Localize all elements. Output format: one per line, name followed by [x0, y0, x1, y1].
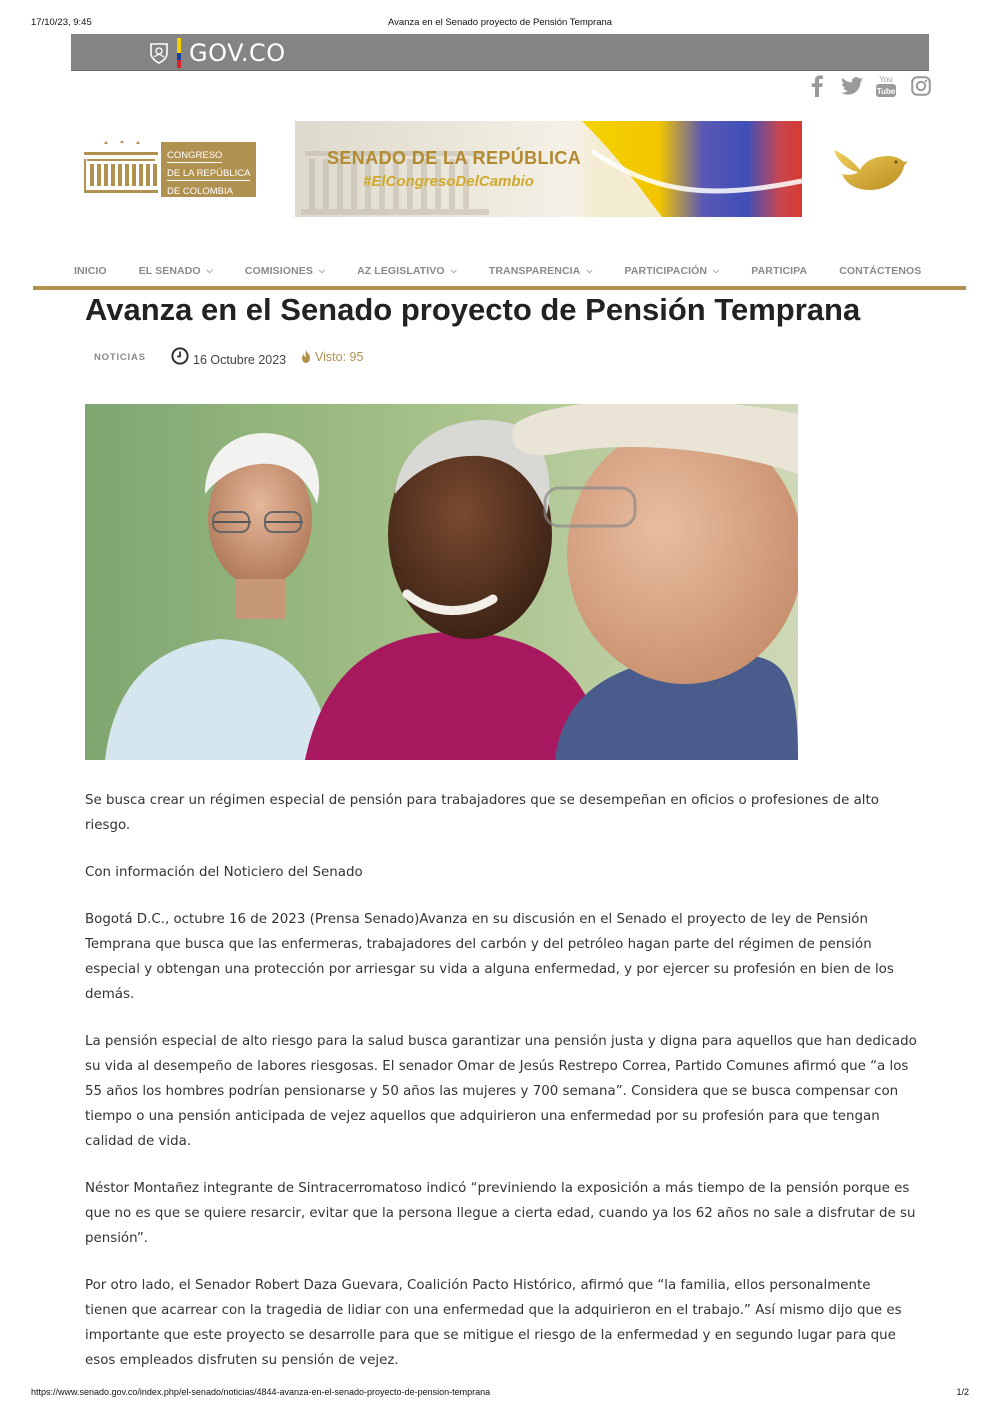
article-paragraph: Se busca crear un régimen especial de pensión para trabajadores que se desempeñan en oficios o profesiones de alto riesgo.: [85, 793, 879, 833]
nav-label: PARTICIPA: [751, 265, 808, 277]
nav-item-el-senado[interactable]: [139, 265, 213, 277]
nav-item-az-legislativo[interactable]: [357, 265, 457, 277]
three-elderly-men-photo: [85, 404, 798, 760]
nav-item-contactenos[interactable]: [839, 265, 921, 277]
gov-co-bar: [71, 34, 929, 71]
nav-item-participa[interactable]: [751, 265, 807, 277]
instagram-icon[interactable]: [910, 75, 932, 97]
youtube-icon[interactable]: [875, 75, 897, 97]
nav-label: COMISIONES: [244, 265, 313, 277]
logo-line-4: SENADO DE LA REPÚBLICA: [167, 199, 234, 205]
clock-icon: [171, 347, 189, 365]
colombia-flag-stripe: [177, 38, 181, 68]
nav-label: AZ LEGISLATIVO: [357, 265, 445, 277]
article-title: Avanza en el Senado proyecto de Pensión Temprana: [85, 292, 861, 327]
senado-banner[interactable]: [295, 121, 802, 217]
chevron-down-icon: ⌵: [206, 266, 213, 275]
nav-item-comisiones[interactable]: [245, 265, 325, 277]
article-paragraph: La pensión especial de alto riesgo para la salud busca garantizar una pensión justa y digna para aquellos que han dedicado su vida al desempeño de labores riesgosas. El senador Omar de Jesús Restrepo Correa, Partido Comunes afirmó que “a los 55 años los hombres podrían pensionarse y 50 años las mujeres y 700 semana”. Considera que se busca compensar con tiempo o una pensión anticipada de vejez aquellos que adquirieron una enfermedad por su profesión para que tengan calidad de vida.: [85, 1034, 917, 1149]
dove-icon: [830, 144, 910, 194]
capitol-building-icon: [84, 140, 158, 198]
nav-label: INICIO: [74, 265, 107, 277]
logo-line-3: DE COLOMBIA: [167, 186, 233, 197]
article-photo: [85, 404, 798, 760]
congreso-logo-text: [161, 142, 256, 205]
fire-icon: [301, 350, 311, 363]
publish-date: 16 Octubre 2023: [193, 353, 287, 367]
congreso-logo[interactable]: [84, 140, 256, 205]
print-footer: [31, 1387, 969, 1399]
banner-hashtag: #ElCongresoDelCambio: [363, 173, 534, 190]
article-meta: [85, 346, 485, 370]
youtube-label-bottom: Tube: [877, 87, 896, 96]
social-links: [806, 73, 932, 99]
twitter-icon[interactable]: [841, 75, 863, 97]
nav-item-inicio[interactable]: [74, 265, 107, 277]
print-page-title: Avanza en el Senado proyecto de Pensión Temprana: [387, 17, 613, 28]
nav-item-participacion[interactable]: [625, 265, 720, 277]
facebook-icon[interactable]: [806, 75, 828, 97]
flag-wave-graphic: [582, 121, 802, 217]
article-paragraph: Con información del Noticiero del Senado: [85, 865, 363, 880]
article-paragraph: Por otro lado, el Senador Robert Daza Guevara, Coalición Pacto Histórico, afirmó que “la familia, ellos personalmente tienen que acarrear con la tragedia de lidiar con una enfermedad que la adquirieron en el trabajo.” Así mismo dijo que es importante que este proyecto se desarrolle para que se mitigue el riesgo de la enfermedad y en segundo lugar para que esos empleados disfruten su pensión de vejez.: [85, 1278, 902, 1368]
capitol-illustration: [295, 121, 495, 217]
article-paragraph: Bogotá D.C., octubre 16 de 2023 (Prensa Senado)Avanza en su discusión en el Senado el proyecto de ley de Pensión Temprana que busca que las enfermeras, trabajadores del carbón y del petróleo hagan parte del régimen de pensión especial y obtengan una protección por arriesgar su vida a alguna enfermedad, y por ejercer su profesión en bien de los demás.: [85, 912, 894, 1002]
nav-label: TRANSPARENCIA: [488, 265, 581, 277]
youtube-label-top: You: [879, 75, 894, 84]
nav-label: PARTICIPACIÓN: [624, 265, 708, 277]
chevron-down-icon: ⌵: [713, 266, 720, 275]
nav-label: EL SENADO: [138, 265, 201, 277]
print-page-number: 1/2: [956, 1387, 969, 1397]
nav-item-transparencia[interactable]: [489, 265, 593, 277]
article-paragraph: Néstor Montañez integrante de Sintracerromatoso indicó “previniendo la exposición a más tiempo de la pensión porque es que no es que se quiere resarcir, evitar que la persona llegue a cierta edad, cuando ya los 62 años no sale a disfrutar de su pensión”.: [85, 1181, 916, 1246]
gov-co-text: GOV.CO: [189, 38, 286, 67]
print-url: https://www.senado.gov.co/index.php/el-senado/noticias/4844-avanza-en-el-senado-proyecto-de-pension-temprana: [31, 1387, 491, 1397]
banner-title: SENADO DE LA REPÚBLICA: [327, 148, 582, 168]
nav-label: CONTÁCTENOS: [839, 265, 922, 277]
chevron-down-icon: ⌵: [450, 266, 457, 275]
logo-line-1: CONGRESO: [167, 150, 223, 161]
article-body: [85, 788, 917, 1395]
print-datetime: 17/10/23, 9:45: [31, 17, 92, 28]
main-nav: [35, 252, 965, 290]
colombia-shield-icon: [147, 41, 171, 65]
logo-line-2: DE LA REPÚBLICA: [167, 168, 251, 179]
chevron-down-icon: ⌵: [586, 266, 593, 275]
category-link[interactable]: NOTICIAS: [94, 352, 146, 363]
view-count: Visto: 95: [315, 350, 364, 364]
chevron-down-icon: ⌵: [318, 266, 326, 275]
gov-co-logo[interactable]: [147, 38, 286, 67]
print-header: [31, 17, 969, 29]
